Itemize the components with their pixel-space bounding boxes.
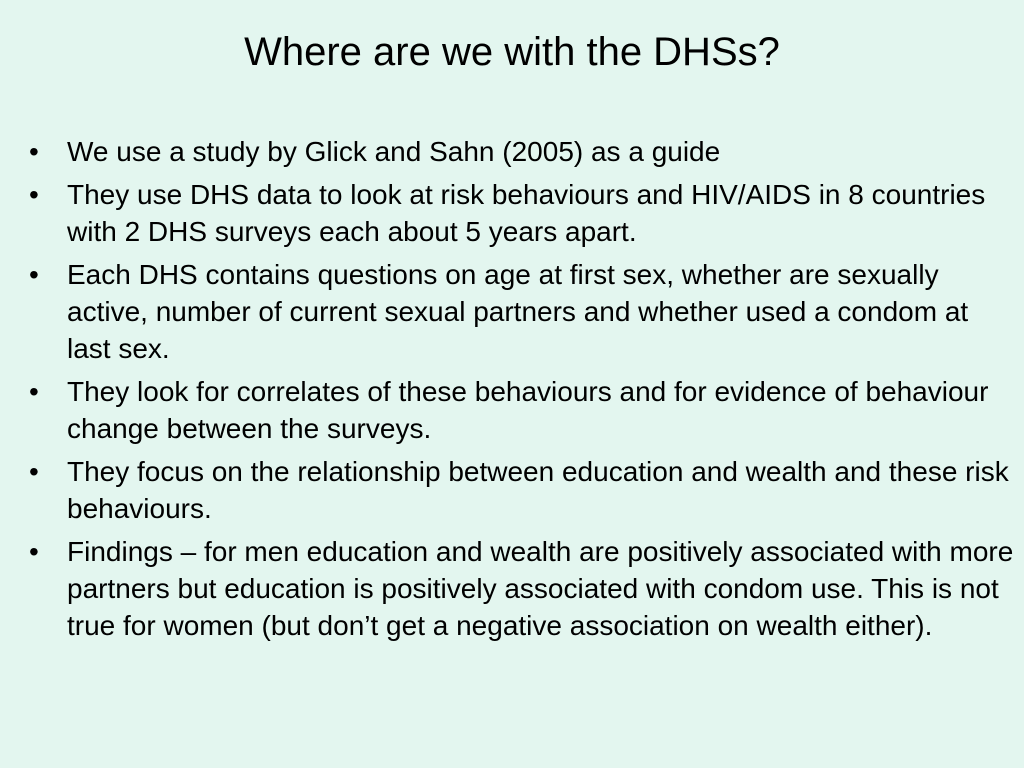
bullet-item (24, 533, 1014, 644)
bullet-dot-icon: • (29, 456, 39, 487)
bullet-text: Each DHS contains questions on age at first sex, whether are sexually active, number of current sexual partners and whether used a condom at last sex. (67, 259, 969, 364)
bullet-text: They use DHS data to look at risk behaviours and HIV/AIDS in 8 countries with 2 DHS surveys each about 5 years apart. (67, 179, 986, 247)
bullet-item (24, 133, 1014, 170)
bullet-item (24, 256, 1014, 367)
bullet-item (24, 453, 1014, 527)
slide-title: Where are we with the DHSs? (244, 30, 780, 74)
bullet-text: We use a study by Glick and Sahn (2005) as a guide (67, 136, 721, 167)
bullet-dot-icon: • (29, 376, 39, 407)
bullet-dot-icon: • (29, 536, 39, 567)
bullet-dot-icon: • (29, 259, 39, 290)
bullet-item (24, 373, 1014, 447)
bullet-text: They look for correlates of these behaviours and for evidence of behaviour change between the surveys. (67, 376, 989, 444)
bullet-text: They focus on the relationship between education and wealth and these risk behaviours. (67, 456, 1009, 524)
bullet-text: Findings – for men education and wealth are positively associated with more partners but education is positively associated with condom use. This is not true for women (but don’t get a negative association on wealth either). (67, 536, 1014, 641)
bullet-list (24, 133, 1014, 650)
bullet-item (24, 176, 1014, 250)
bullet-dot-icon: • (29, 179, 39, 210)
bullet-dot-icon: • (29, 136, 39, 167)
